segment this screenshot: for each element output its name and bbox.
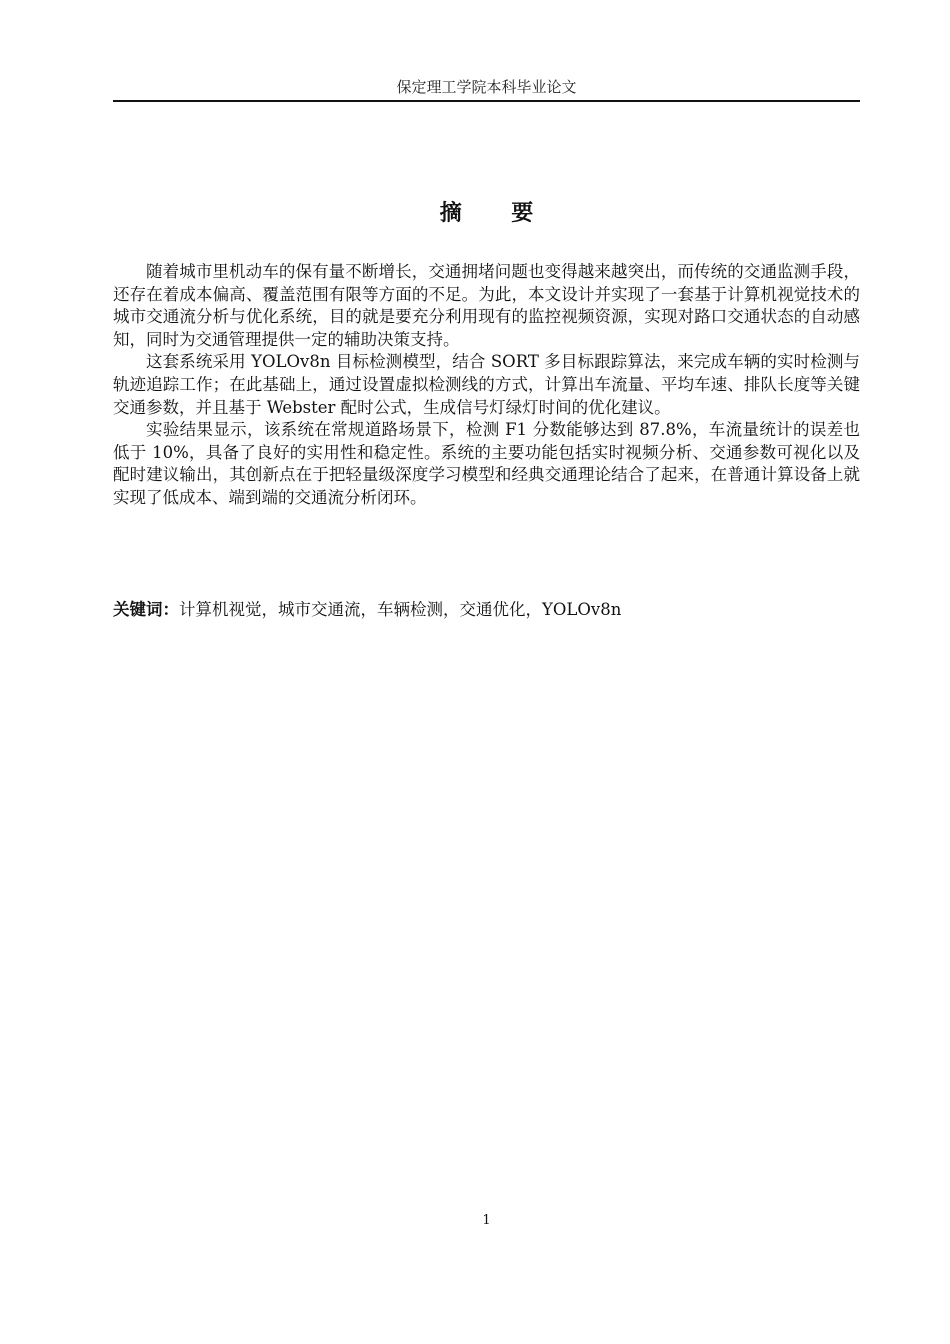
keywords-label: 关键词： bbox=[113, 600, 179, 619]
page-number: 1 bbox=[482, 1213, 491, 1228]
abstract-paragraph: 实验结果显示，该系统在常规道路场景下，检测 F1 分数能够达到 87.8%，车流量统计的误差也低于 10%，具备了良好的实用性和稳定性。系统的主要功能包括实时视频分析、交通参数可视化以及配时建议输出，其创新点在于把轻量级深度学习模型和经典交通理论结合了起来，在普通计算设备上就实现了低成本、端到端的交通流分析闭环。 bbox=[113, 420, 860, 507]
keywords-line bbox=[113, 598, 860, 622]
running-header: 保定理工学院本科毕业论文 bbox=[396, 78, 577, 96]
header-rule bbox=[113, 100, 860, 102]
keywords-text: 计算机视觉，城市交通流，车辆检测，交通优化，YOLOv8n bbox=[179, 600, 622, 619]
abstract-title: 摘 要 bbox=[439, 200, 555, 226]
abstract-paragraph: 随着城市里机动车的保有量不断增长，交通拥堵问题也变得越来越突出，而传统的交通监测手段，还存在着成本偏高、覆盖范围有限等方面的不足。为此，本文设计并实现了一套基于计算机视觉技术的城市交通流分析与优化系统，目的就是要充分利用现有的监控视频资源，实现对路口交通状态的自动感知，同时为交通管理提供一定的辅助决策支持。 bbox=[113, 262, 860, 349]
abstract-paragraph: 这套系统采用 YOLOv8n 目标检测模型，结合 SORT 多目标跟踪算法，来完成车辆的实时检测与轨迹追踪工作；在此基础上，通过设置虚拟检测线的方式，计算出车流量、平均车速、排队长度等关键交通参数，并且基于 Webster 配时公式，生成信号灯绿灯时间的优化建议。 bbox=[113, 352, 860, 417]
abstract-body bbox=[113, 261, 860, 510]
